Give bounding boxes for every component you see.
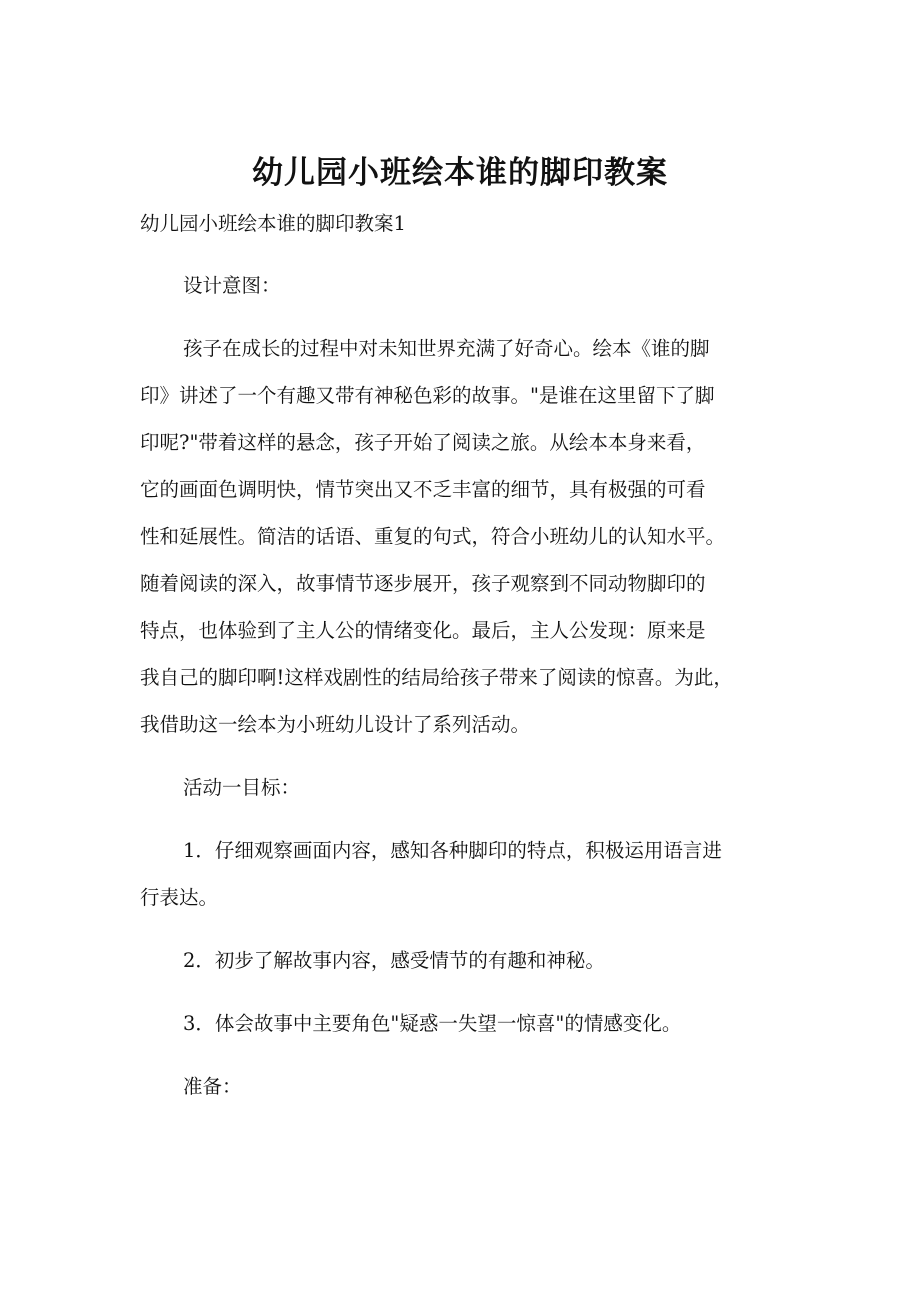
- goal-item-1: 1．仔细观察画面内容，感知各种脚印的特点，积极运用语言进: [183, 839, 722, 862]
- design-heading: 设计意图：: [183, 274, 281, 297]
- preparation-heading: 准备：: [183, 1075, 242, 1098]
- design-paragraph-line: 孩子在成长的过程中对未知世界充满了好奇心。绘本《谁的脚: [183, 337, 710, 360]
- goal-item-1-continued: 行表达。: [140, 886, 219, 909]
- design-paragraph-line: 性和延展性。简洁的话语、重复的句式，符合小班幼儿的认知水平。: [140, 525, 726, 548]
- design-paragraph-line: 它的画面色调明快，情节突出又不乏丰富的细节，具有极强的可看: [140, 478, 706, 501]
- goal-item-3: 3．体会故事中主要角色"疑惑一失望一惊喜"的情感变化。: [183, 1012, 682, 1035]
- section-subtitle: 幼儿园小班绘本谁的脚印教案1: [140, 212, 406, 235]
- design-paragraph-line: 我自己的脚印啊!这样戏剧性的结局给孩子带来了阅读的惊喜。为此，: [140, 666, 733, 689]
- page-title: 幼儿园小班绘本谁的脚印教案: [252, 155, 668, 191]
- design-paragraph-line: 特点，也体验到了主人公的情绪变化。最后，主人公发现：原来是: [140, 619, 706, 642]
- design-paragraph-line: 我借助这一绘本为小班幼儿设计了系列活动。: [140, 713, 531, 736]
- goals-heading: 活动一目标：: [183, 776, 301, 799]
- goal-item-2: 2．初步了解故事内容，感受情节的有趣和神秘。: [183, 949, 605, 972]
- design-paragraph-line: 印呢?"带着这样的悬念，孩子开始了阅读之旅。从绘本本身来看，: [140, 431, 706, 454]
- design-paragraph-line: 印》讲述了一个有趣又带有神秘色彩的故事。"是谁在这里留下了脚: [140, 384, 715, 407]
- design-paragraph-line: 随着阅读的深入，故事情节逐步展开，孩子观察到不同动物脚印的: [140, 572, 706, 595]
